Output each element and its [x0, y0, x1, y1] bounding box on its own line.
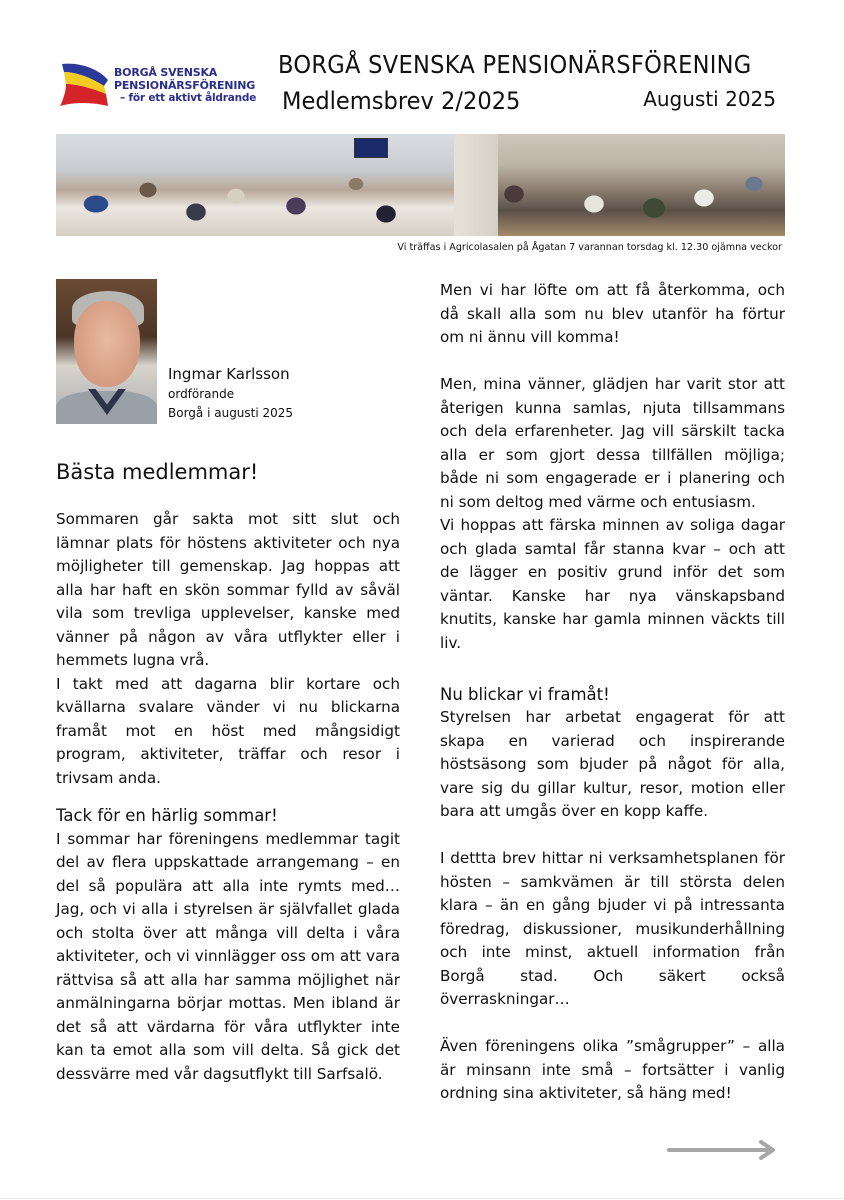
logo-line-2: PENSIONÄRSFÖRENING — [114, 79, 256, 92]
portrait-face — [74, 301, 140, 387]
paragraph: Men vi har löfte om att få återkomma, och då skall alla som nu blev utanför ha förtur om ni ännu vill komma! — [440, 281, 785, 346]
paragraph: Styrelsen har arbetat engagerat för att skapa en varierad och inspirerande höstsäsong som bjuder på något för alla, vare sig du gillar kultur, resor, motion eller bara att umgås över en kopp kaffe. — [440, 708, 785, 820]
section-heading: Nu blickar vi framåt! — [440, 684, 610, 704]
meeting-photo-right — [454, 134, 785, 236]
right-column — [440, 279, 785, 1106]
paragraph: I takt med att dagarna blir kortare och kvällarna svalare vänder vi nu blickarna framåt mot en höst med mångsidigt program, aktiviteter, träffar och resor i trivsam anda. — [56, 674, 400, 787]
spacer — [440, 1012, 785, 1036]
paragraph: Men, mina vänner, glädjen har varit stor att återigen kunna samlas, njuta tillsammans och dela erfarenheter. Jag vill särskilt tacka alla er som gjort dessa tillfällen möjliga; både ni som engagerade er i planering och ni som deltog med värme och entusiasm. — [440, 375, 785, 511]
author-role: ordförande — [168, 387, 235, 401]
banner-caption: Vi träffas i Agricolasalen på Ågatan 7 varannan torsdag kl. 12.30 ojämna veckor — [397, 242, 782, 253]
arrow-right-icon[interactable] — [667, 1140, 777, 1160]
paragraph: Vi hoppas att färska minnen av soliga dagar och glada samtal får stanna kvar – och att de lägger en positiv grund inför det som väntar. Kanske har nya vänskapsband knutits, kanske har gamla minnen väckts till liv. — [440, 516, 785, 652]
greeting-heading: Bästa medlemmar! — [56, 460, 259, 484]
logo-line-1: BORGÅ SVENSKA — [114, 66, 218, 79]
paragraph: Även föreningens olika ”smågrupper” – alla är minsann inte små – fortsätter i vanlig ordning sina aktiviteter, så häng med! — [440, 1037, 785, 1102]
spacer — [440, 350, 785, 374]
author-name: Ingmar Karlsson — [168, 365, 290, 383]
meeting-photo-left — [56, 134, 454, 236]
logo-tagline: – för ett aktivt åldrande — [120, 92, 257, 104]
pillar — [454, 134, 498, 236]
paragraph: I sommar har föreningens medlemmar tagit del av flera uppskattade arrangemang – en del så populära att alla inte rymts med… Jag, och vi alla i styrelsen är självfallet glada och stolta över att många vill delta i våra aktiviteter, och vi vinnlägger oss om att vara rättvisa så att alla har samma möjlighet när anmälningarna börjar mottas. Men ibland är det så att värdarna för våra utflykter inte kan ta emot alla som vill delta. Så gick det dessvärre med vår dagsutflykt till Sarfsalö. — [56, 829, 400, 1083]
left-column — [56, 508, 400, 1086]
spacer — [440, 655, 785, 679]
paragraph: I dettta brev hittar ni verksamhetsplanen för hösten – samkvämen är till största delen klara – än en gång bjuder vi på intressanta föredrag, diskussioner, musikunderhållning och inte minst, aktuell information från Borgå stad. Och säkert också överraskningar… — [440, 849, 785, 1008]
paragraph: Sommaren går sakta mot sitt slut och lämnar plats för höstens aktiviteter och nya möjligheter till gemenskap. Jag hoppas att alla har haft en skön sommar fylld av såväl vila som trevliga upplevelser, kanske med vänner på någon av våra utflykter eller i hemmets lugna vrå. — [56, 510, 400, 669]
author-place-date: Borgå i augusti 2025 — [168, 406, 294, 420]
spacer — [440, 824, 785, 848]
sail-logo-icon — [58, 60, 112, 110]
logo-wordmark — [114, 66, 256, 105]
author-portrait — [56, 279, 157, 424]
meeting-banner-photo — [56, 134, 785, 236]
issue-date: Augusti 2025 — [643, 87, 776, 111]
page-edge — [0, 1198, 844, 1199]
association-logo — [58, 60, 258, 112]
organization-title: BORGÅ SVENSKA PENSIONÄRSFÖRENING — [278, 50, 752, 79]
presentation-screen — [354, 138, 388, 158]
issue-title: Medlemsbrev 2/2025 — [282, 87, 521, 115]
section-heading: Tack för en härlig sommar! — [56, 806, 278, 825]
